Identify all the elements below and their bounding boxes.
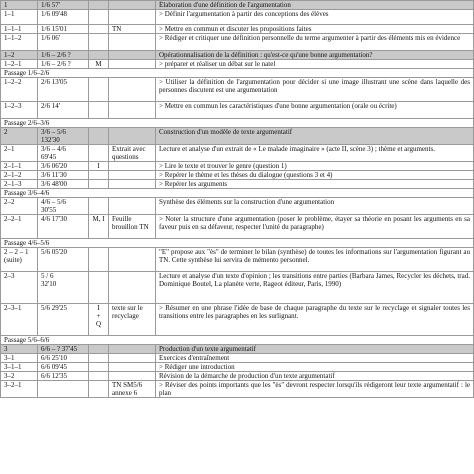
table-row bbox=[1, 60, 474, 69]
mode-cell bbox=[89, 102, 109, 119]
session-duration-cell: 3/6 – 4/6 69'45 bbox=[38, 145, 89, 162]
step-number-cell: 2 bbox=[1, 128, 38, 145]
mode-cell: M bbox=[89, 60, 109, 69]
material-cell: Extrait avec questions bbox=[109, 145, 156, 162]
session-duration-cell: 1/6 – 2/6 ? bbox=[38, 60, 89, 69]
session-transition-row bbox=[1, 239, 474, 248]
step-number-cell: 1–2–2 bbox=[1, 78, 38, 102]
table-row bbox=[1, 354, 474, 363]
activity-description-cell: Lecture et analyse d'un extrait de « Le malade imaginaire » (acte II, scène 3) ; thème et arguments. bbox=[156, 145, 474, 162]
material-cell bbox=[109, 372, 156, 381]
table-row bbox=[1, 215, 474, 239]
mode-cell bbox=[89, 372, 109, 381]
step-number-cell: 1–2 bbox=[1, 51, 38, 60]
activity-description-cell: Construction d'un modèle de texte argumentatif bbox=[156, 128, 474, 145]
material-cell bbox=[109, 1, 156, 10]
table-row bbox=[1, 372, 474, 381]
table-row bbox=[1, 180, 474, 189]
activity-description-cell: > Repérer les arguments bbox=[156, 180, 474, 189]
session-duration-cell: 3/6 06'20 bbox=[38, 162, 89, 171]
table-row bbox=[1, 381, 474, 398]
step-number-cell: 3–1 bbox=[1, 354, 38, 363]
table-row bbox=[1, 78, 474, 102]
material-cell: TN bbox=[109, 25, 156, 34]
table-row bbox=[1, 248, 474, 272]
material-cell bbox=[109, 363, 156, 372]
step-number-cell: 2–2–1 bbox=[1, 215, 38, 239]
material-cell bbox=[109, 162, 156, 171]
mode-cell: I + Q bbox=[89, 304, 109, 336]
step-number-cell: 1–1–1 bbox=[1, 25, 38, 34]
session-duration-cell: 3/6 11'30 bbox=[38, 171, 89, 180]
session-duration-cell: 6/6 25'10 bbox=[38, 354, 89, 363]
table-row bbox=[1, 102, 474, 119]
mode-cell bbox=[89, 381, 109, 398]
mode-cell bbox=[89, 248, 109, 272]
activity-description-cell: > Repérer le thème et les thèses du dialogue (questions 3 et 4) bbox=[156, 171, 474, 180]
material-cell bbox=[109, 345, 156, 354]
step-number-cell: 3 bbox=[1, 345, 38, 354]
activity-description-cell: > Réviser des points importants que les "ès" devront respecter lorsqu'ils rédigeront leur texte argumentatif : le plan bbox=[156, 381, 474, 398]
activity-description-cell: Opérationnalisation de la définition : qu'est-ce qu'une bonne argumentation? bbox=[156, 51, 474, 60]
material-cell bbox=[109, 198, 156, 215]
phase-header-row bbox=[1, 345, 474, 354]
session-duration-cell: 1/6 – 2/6 ? bbox=[38, 51, 89, 60]
mode-cell bbox=[89, 78, 109, 102]
mode-cell bbox=[89, 363, 109, 372]
material-cell bbox=[109, 60, 156, 69]
material-cell: Feuille brouillon TN bbox=[109, 215, 156, 239]
material-cell: TN SM5/6 annexe 6 bbox=[109, 381, 156, 398]
table-row bbox=[1, 363, 474, 372]
mode-cell bbox=[89, 198, 109, 215]
activity-description-cell: > Rédiger et critiquer une définition personnelle du terme argumenter à partir des éléments mis en évidence bbox=[156, 34, 474, 51]
session-duration-cell: 4/6 – 5/6 30'55 bbox=[38, 198, 89, 215]
material-cell: texte sur le recyclage bbox=[109, 304, 156, 336]
session-transition-label: Passage 3/6–4/6 bbox=[1, 189, 474, 198]
session-duration-cell: 5 / 6 32'10 bbox=[38, 272, 89, 304]
session-transition-row bbox=[1, 69, 474, 78]
step-number-cell: 1–2–3 bbox=[1, 102, 38, 119]
session-duration-cell: 6/6 12'35 bbox=[38, 372, 89, 381]
session-duration-cell: 2/6 14' bbox=[38, 102, 89, 119]
activity-description-cell: > Mettre en commun et discuter les propositions faites bbox=[156, 25, 474, 34]
session-duration-cell: 2/6 13'05 bbox=[38, 78, 89, 102]
step-number-cell: 2–2 bbox=[1, 198, 38, 215]
activity-description-cell: Production d'un texte argumentatif bbox=[156, 345, 474, 354]
session-duration-cell: 6/6 09'45 bbox=[38, 363, 89, 372]
activity-description-cell: Lecture et analyse d'un texte d'opinion ; les transitions entre parties (Barbara James, Recycler les déchets, trad. Dominique Boutel, La planète verte, Rageot éditeur, Paris, 1990) bbox=[156, 272, 474, 304]
mode-cell bbox=[89, 354, 109, 363]
material-cell bbox=[109, 128, 156, 145]
step-number-cell: 2–1 bbox=[1, 145, 38, 162]
step-number-cell: 2–1–1 bbox=[1, 162, 38, 171]
mode-cell bbox=[89, 272, 109, 304]
activity-description-cell: "E" propose aux "ès" de terminer le bilan (synthèse) de toutes les informations sur l'argumentation figurant au TN. Cette synthèse lui servira de mémento personnel. bbox=[156, 248, 474, 272]
activity-description-cell: > Noter la structure d'une argumentation (poser le problème, étayer sa théorie en posant les arguments en sa faveur puis en sa défaveur, respecter l'unité du paragraphe) bbox=[156, 215, 474, 239]
session-duration-cell bbox=[38, 381, 89, 398]
material-cell bbox=[109, 51, 156, 60]
table-body bbox=[1, 1, 474, 398]
mode-cell bbox=[89, 34, 109, 51]
step-number-cell: 1 bbox=[1, 1, 38, 10]
activity-description-cell: > préparer et réaliser un débat sur le natel bbox=[156, 60, 474, 69]
table-row bbox=[1, 34, 474, 51]
step-number-cell: 3–1–1 bbox=[1, 363, 38, 372]
mode-cell: M, I bbox=[89, 215, 109, 239]
session-duration-cell: 6/6 – ? 37'45 bbox=[38, 345, 89, 354]
activity-description-cell: Élaboration d'une définition de l'argumentation bbox=[156, 1, 474, 10]
material-cell bbox=[109, 272, 156, 304]
activity-description-cell: > Rédiger une introduction bbox=[156, 363, 474, 372]
mode-cell bbox=[89, 1, 109, 10]
table-row bbox=[1, 198, 474, 215]
session-transition-label: Passage 5/6–6/6 bbox=[1, 336, 474, 345]
session-transition-row bbox=[1, 119, 474, 128]
material-cell bbox=[109, 171, 156, 180]
session-transition-label: Passage 1/6–2/6 bbox=[1, 69, 474, 78]
material-cell bbox=[109, 248, 156, 272]
phase-header-row bbox=[1, 1, 474, 10]
activity-description-cell: > Utiliser la définition de l'argumentation pour décider si une image illustrant une scène dans laquelle des personnes discutent est une argumentation bbox=[156, 78, 474, 102]
step-number-cell: 1–1 bbox=[1, 10, 38, 25]
step-number-cell: 2 – 2 – 1 (suite) bbox=[1, 248, 38, 272]
step-number-cell: 3–2–1 bbox=[1, 381, 38, 398]
phase-header-row bbox=[1, 51, 474, 60]
table-row bbox=[1, 272, 474, 304]
table-row bbox=[1, 162, 474, 171]
table-row bbox=[1, 10, 474, 25]
session-duration-cell: 1/6 06' bbox=[38, 34, 89, 51]
mode-cell bbox=[89, 171, 109, 180]
mode-cell bbox=[89, 145, 109, 162]
mode-cell bbox=[89, 10, 109, 25]
session-transition-label: Passage 2/6–3/6 bbox=[1, 119, 474, 128]
mode-cell bbox=[89, 180, 109, 189]
mode-cell bbox=[89, 345, 109, 354]
step-number-cell: 2–3 bbox=[1, 272, 38, 304]
step-number-cell: 2–1–3 bbox=[1, 180, 38, 189]
activity-description-cell: > Mettre en commun les caractéristiques d'une bonne argumentation (orale ou écrite) bbox=[156, 102, 474, 119]
activity-description-cell: Révision de la démarche de production d'un texte argumentatif bbox=[156, 372, 474, 381]
material-cell bbox=[109, 180, 156, 189]
session-duration-cell: 1/6 57' bbox=[38, 1, 89, 10]
step-number-cell: 1–1–2 bbox=[1, 34, 38, 51]
mode-cell bbox=[89, 128, 109, 145]
mode-cell bbox=[89, 51, 109, 60]
phase-header-row bbox=[1, 128, 474, 145]
activity-description-cell: > Lire le texte et trouver le genre (question 1) bbox=[156, 162, 474, 171]
mode-cell: I bbox=[89, 162, 109, 171]
session-duration-cell: 3/6 48'00 bbox=[38, 180, 89, 189]
session-transition-row bbox=[1, 336, 474, 345]
mode-cell bbox=[89, 25, 109, 34]
step-number-cell: 2–1–2 bbox=[1, 171, 38, 180]
material-cell bbox=[109, 354, 156, 363]
activity-description-cell: Exercices d'entraînement bbox=[156, 354, 474, 363]
session-transition-row bbox=[1, 189, 474, 198]
table-row bbox=[1, 171, 474, 180]
session-duration-cell: 1/6 09'48 bbox=[38, 10, 89, 25]
session-transition-label: Passage 4/6–5/6 bbox=[1, 239, 474, 248]
activity-description-cell: Synthèse des éléments sur la construction d'une argumentation bbox=[156, 198, 474, 215]
activity-description-cell: > Définir l'argumentation à partir des conceptions des élèves bbox=[156, 10, 474, 25]
step-number-cell: 3–2 bbox=[1, 372, 38, 381]
session-duration-cell: 5/6 05'20 bbox=[38, 248, 89, 272]
step-number-cell: 2–3–1 bbox=[1, 304, 38, 336]
table-row bbox=[1, 304, 474, 336]
table-row bbox=[1, 25, 474, 34]
material-cell bbox=[109, 10, 156, 25]
activity-description-cell: > Résumer en une phrase l'idée de base de chaque paragraphe du texte sur le recyclage et signaler toutes les transitions entre les paragraphes en les surlignant. bbox=[156, 304, 474, 336]
material-cell bbox=[109, 34, 156, 51]
session-duration-cell: 5/6 29'25 bbox=[38, 304, 89, 336]
material-cell bbox=[109, 78, 156, 102]
material-cell bbox=[109, 102, 156, 119]
table-row bbox=[1, 145, 474, 162]
session-duration-cell: 3/6 – 5/6 132'30 bbox=[38, 128, 89, 145]
session-duration-cell: 4/6 17'30 bbox=[38, 215, 89, 239]
session-duration-cell: 1/6 15'01 bbox=[38, 25, 89, 34]
step-number-cell: 1–2–1 bbox=[1, 60, 38, 69]
